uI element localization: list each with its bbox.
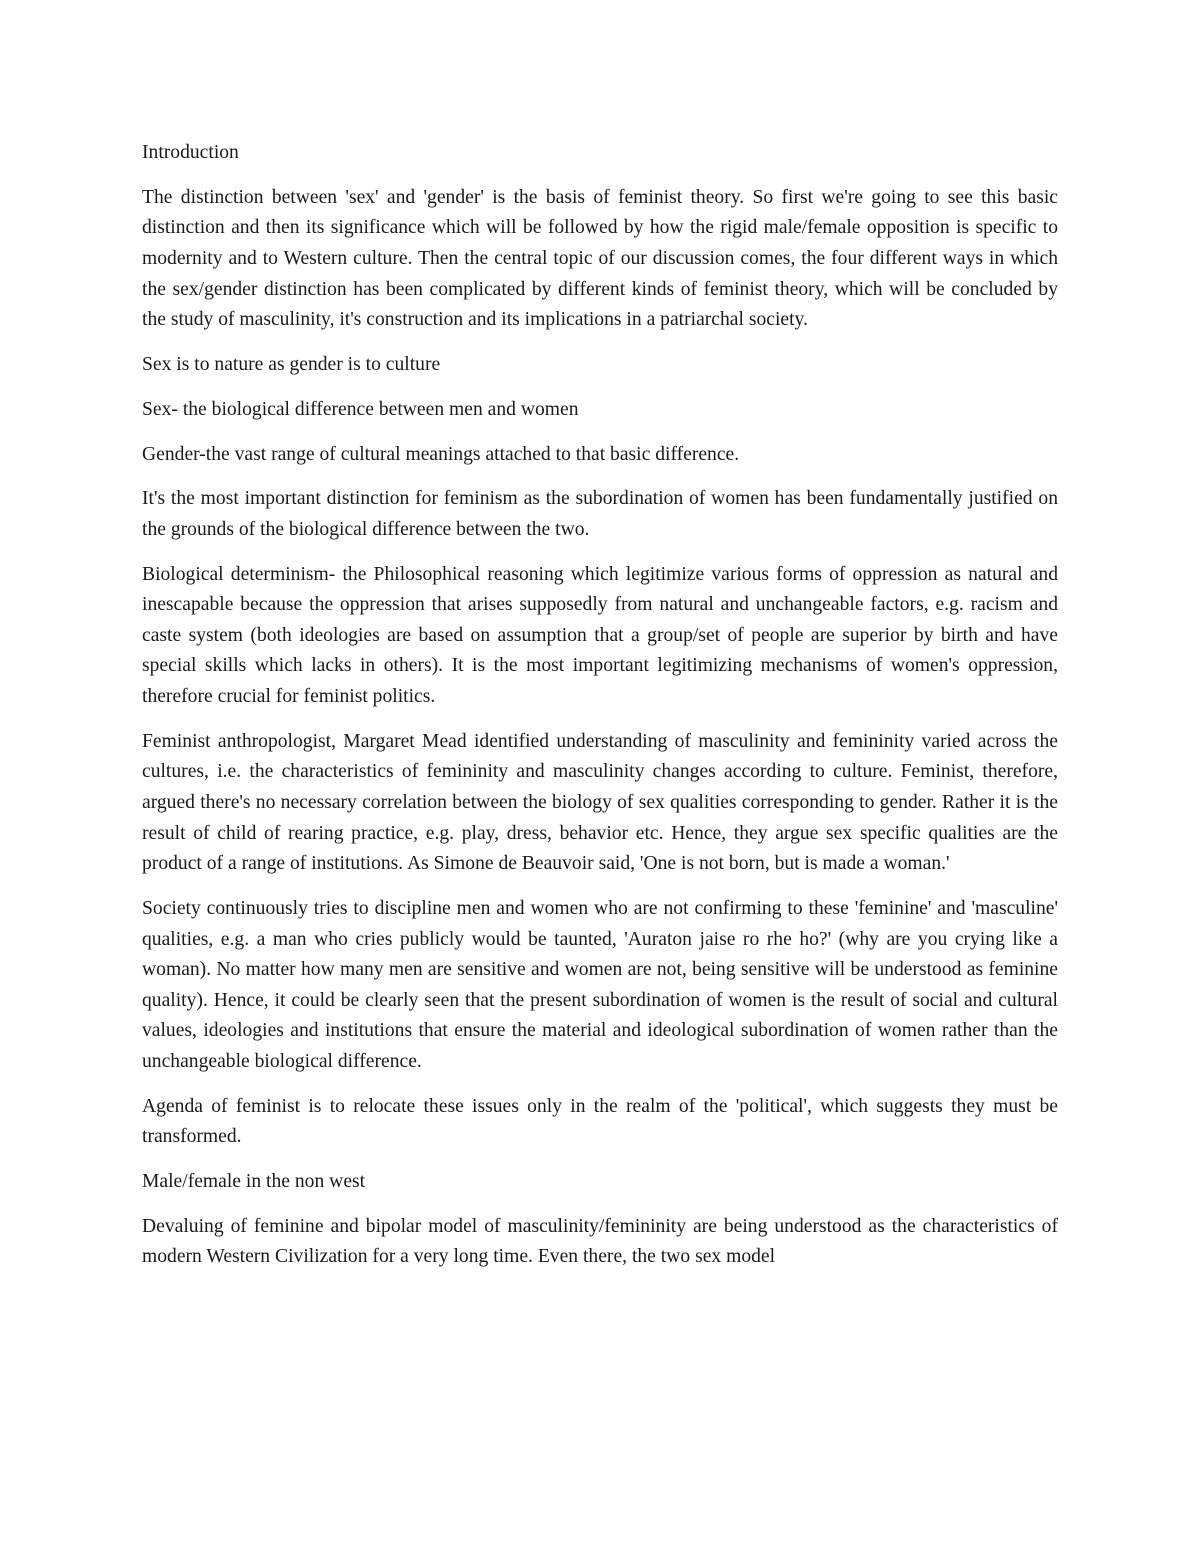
section-heading-introduction: Introduction	[142, 142, 239, 163]
paragraph-biological-determinism: Biological determinism- the Philosophical reasoning which legitimize various forms of oppression as natural and inescapable because the oppression that arises supposedly from natural and unchangeable factors, e.g. racism and caste system (both ideologies are based on assumption that a group/set of people are superior by birth and have special skills which lacks in others). It is the most important legitimizing mechanisms of women's oppression, therefore crucial for feminist politics.	[142, 563, 1058, 708]
paragraph-devaluing: Devaluing of feminine and bipolar model of masculinity/femininity are being understood as the characteristics of modern Western Civilization for a very long time. Even there, the two sex model	[142, 1215, 1058, 1268]
paragraph-margaret-mead: Feminist anthropologist, Margaret Mead identified understanding of masculinity and femininity varied across the cultures, i.e. the characteristics of femininity and masculinity changes according to culture. Feminist, therefore, argued there's no necessary correlation between the biology of sex qualities corresponding to gender. Rather it is the result of child of rearing practice, e.g. play, dress, behavior etc. Hence, they argue sex specific qualities are the product of a range of institutions. As Simone de Beauvoir said, 'One is not born, but is made a woman.'	[142, 730, 1058, 875]
definition-gender: Gender-the vast range of cultural meanings attached to that basic difference.	[142, 443, 740, 465]
definition-sex: Sex- the biological difference between men and women	[142, 398, 579, 420]
section-heading-sex-nature-gender-culture: Sex is to nature as gender is to culture	[142, 353, 441, 375]
document-body	[142, 138, 1058, 1273]
paragraph-introduction: The distinction between 'sex' and 'gender' is the basis of feminist theory. So first we're going to see this basic distinction and then its significance which will be followed by how the rigid male/female opposition is specific to modernity and to Western culture. Then the central topic of our discussion comes, the four different ways in which the sex/gender distinction has been complicated by different kinds of feminist theory, which will be concluded by the study of masculinity, it's construction and its implications in a patriarchal society.	[142, 186, 1058, 331]
section-heading-non-west: Male/female in the non west	[142, 1171, 366, 1193]
paragraph-importance: It's the most important distinction for feminism as the subordination of women has been fundamentally justified on the grounds of the biological difference between the two.	[142, 488, 1058, 540]
paragraph-society-discipline: Society continuously tries to discipline men and women who are not confirming to these 'feminine' and 'masculine' qualities, e.g. a man who cries publicly would be taunted, 'Auraton jaise ro rhe ho?' (why are you crying like a woman). No matter how many men are sensitive and women are not, being sensitive will be understood as feminine quality). Hence, it could be clearly seen that the present subordination of women is the result of social and cultural values, ideologies and institutions that ensure the material and ideological subordination of women rather than the unchangeable biological difference.	[142, 897, 1058, 1072]
paragraph-agenda: Agenda of feminist is to relocate these issues only in the realm of the 'political', which suggests they must be transformed.	[142, 1095, 1058, 1148]
